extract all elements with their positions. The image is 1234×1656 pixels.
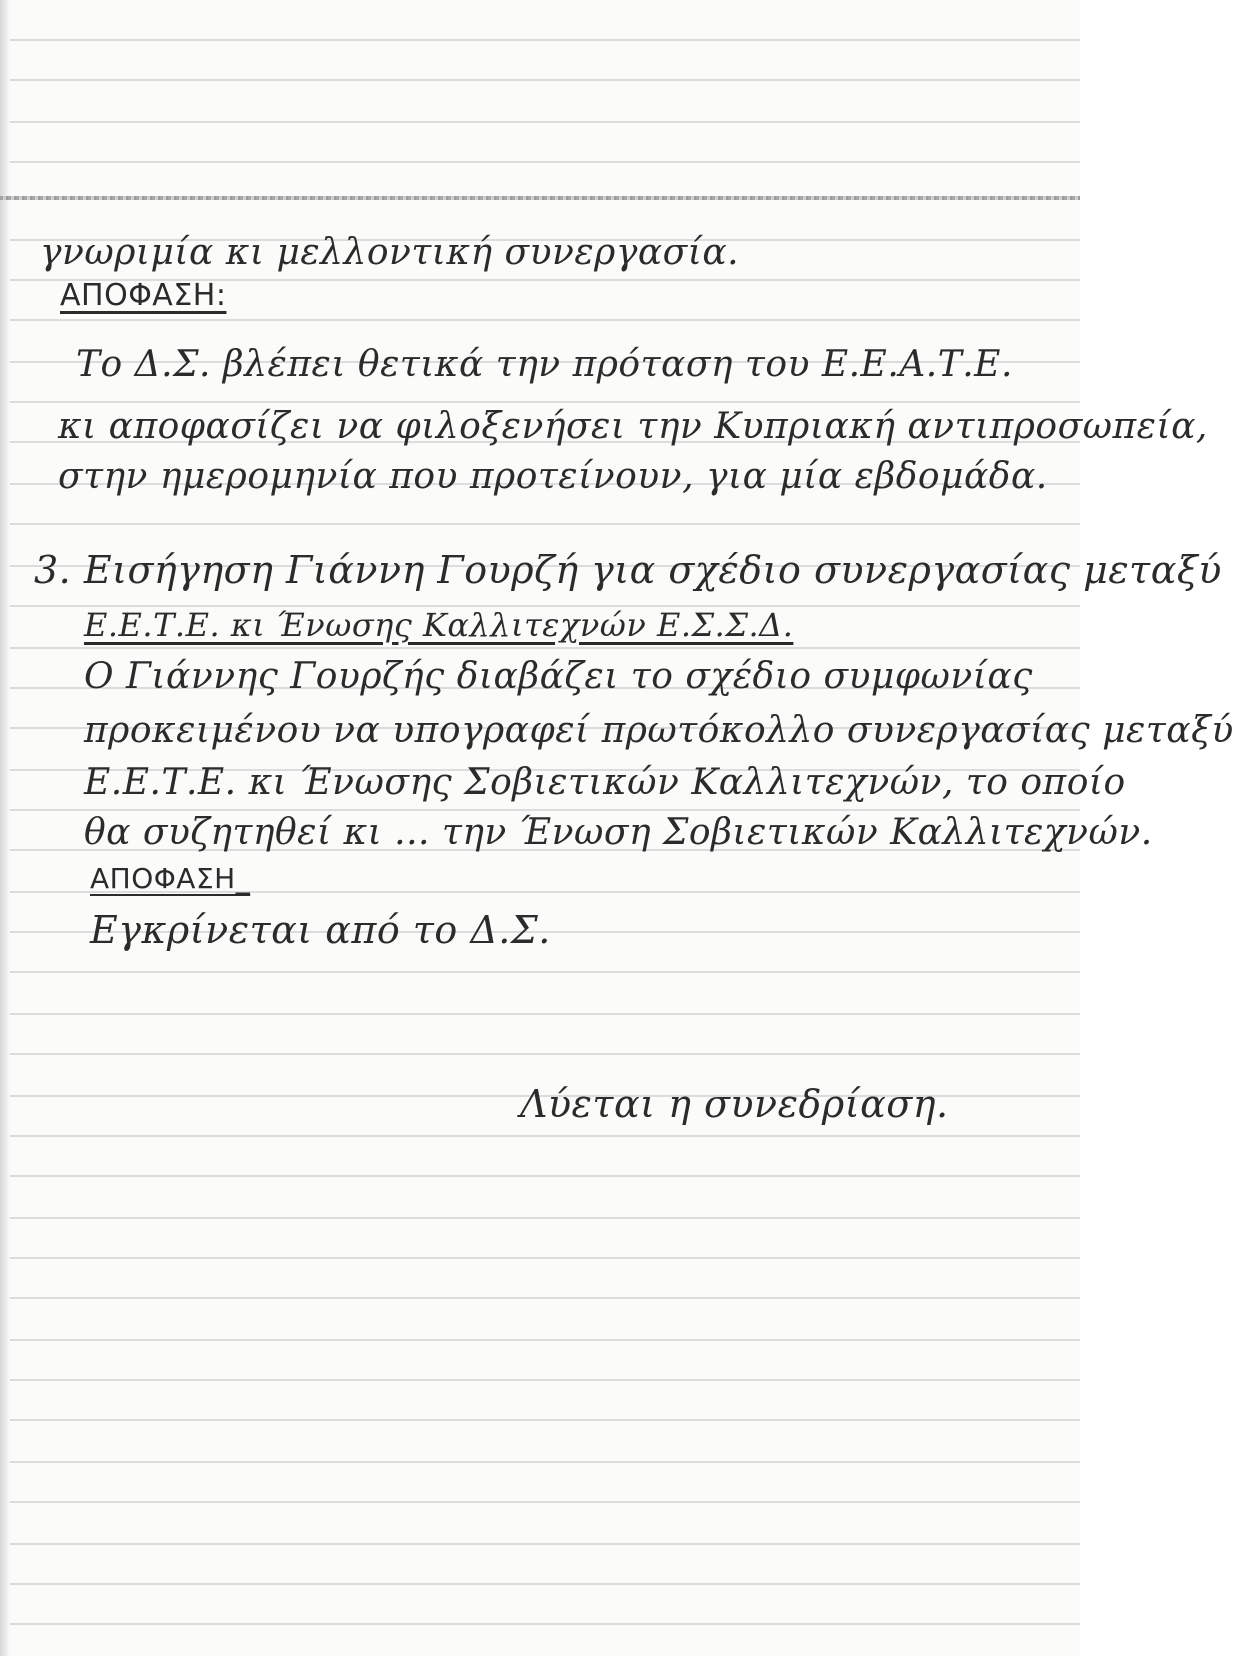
text-line-1: γνωριμία κι μελλοντική συνεργασία.: [40, 232, 740, 273]
top-margin-band: [0, 196, 1080, 200]
text-line-7: Ε.Ε.Τ.Ε. κι Ένωσης Καλλιτεχνών Ε.Σ.Σ.Δ.: [84, 606, 794, 644]
page-binding-shadow: [0, 0, 10, 1656]
text-line-4: κι αποφασίζει να φιλοξενήσει την Κυπριακή αντιπροσωπεία,: [58, 406, 1208, 447]
text-line-13: Εγκρίνεται από το Δ.Σ.: [90, 908, 551, 952]
text-line-8: Ο Γιάννης Γουρζής διαβάζει το σχέδιο συμφωνίας: [84, 656, 1033, 697]
decision-heading-1: ΑΠΟΦΑΣΗ:: [60, 278, 227, 313]
text-line-10: Ε.Ε.Τ.Ε. κι Ένωσης Σοβιετικών Καλλιτεχνών, το οποίο: [84, 762, 1126, 803]
text-line-11: θα συζητηθεί κι ... την Ένωση Σοβιετικών Καλλιτεχνών.: [84, 812, 1153, 853]
text-line-9: προκειμένου να υπογραφεί πρωτόκολλο συνεργασίας μεταξύ: [84, 710, 1234, 751]
decision-heading-2: ΑΠΟΦΑΣΗ_: [90, 862, 251, 895]
agenda-item-3-title: 3. Εισήγηση Γιάννη Γουρζή για σχέδιο συνεργασίας μεταξύ: [34, 548, 1222, 592]
text-line-3: Το Δ.Σ. βλέπει θετικά την πρόταση του Ε.Ε.Α.Τ.Ε.: [76, 344, 1013, 385]
text-line-5: στην ημερομηνία που προτείνουν, για μία εβδομάδα.: [58, 456, 1048, 497]
closing-line: Λύεται η συνεδρίαση.: [520, 1082, 949, 1126]
